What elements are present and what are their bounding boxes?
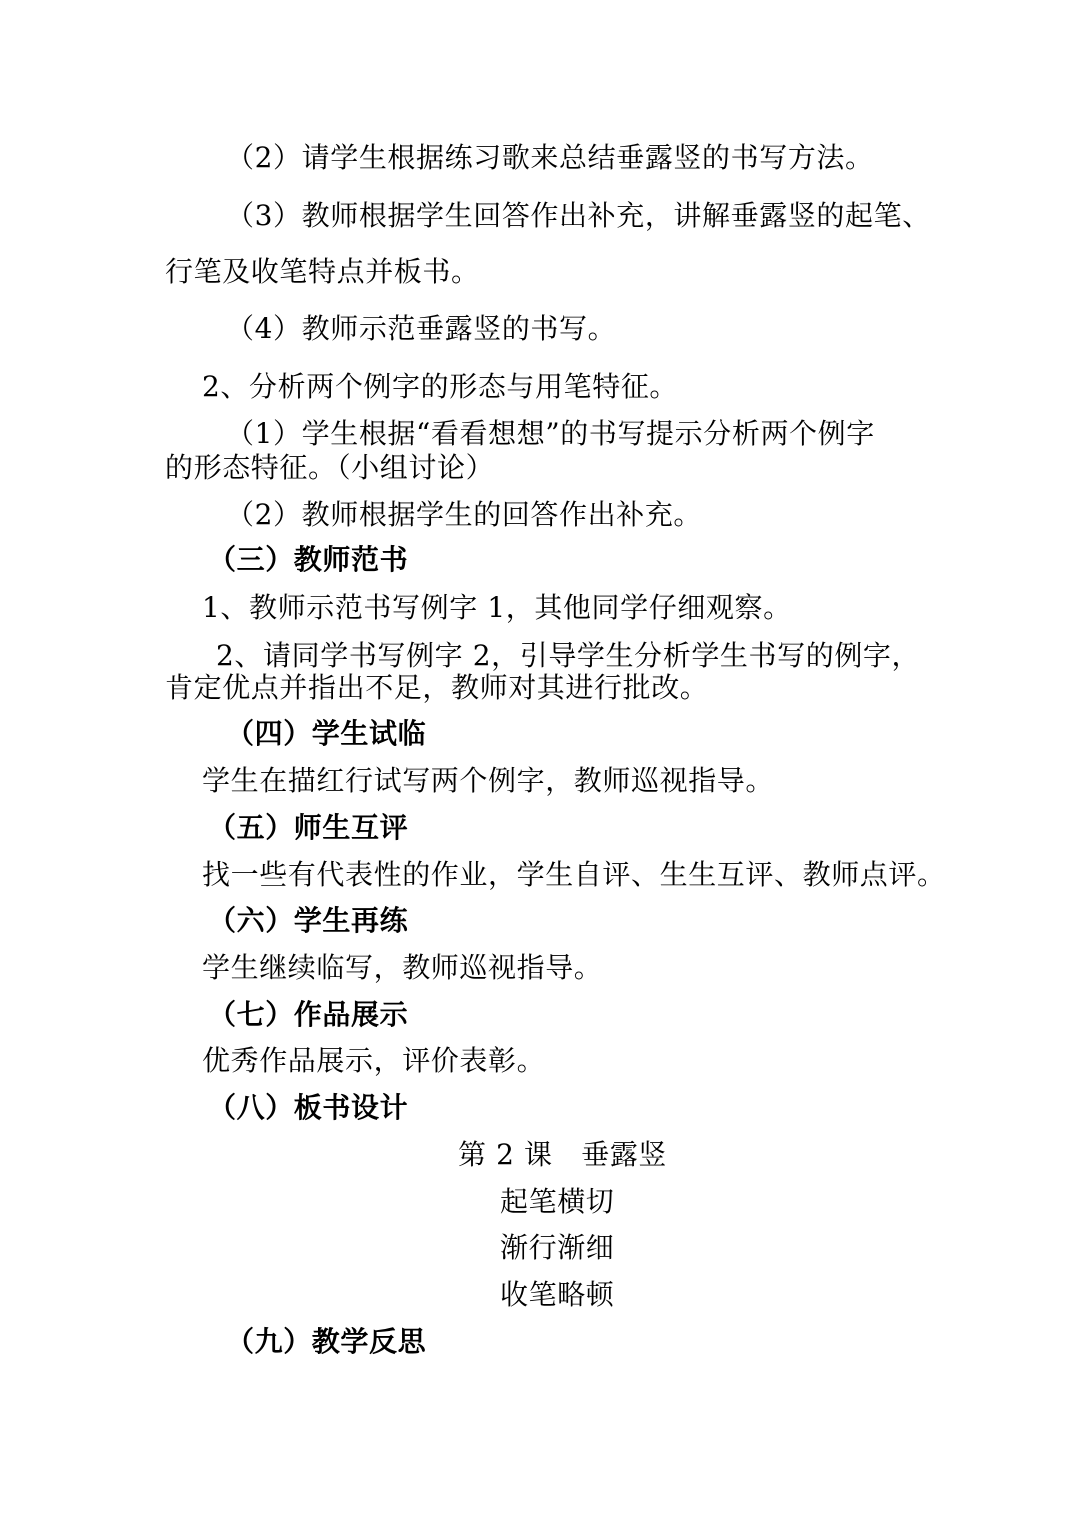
text-line: 优秀作品展示，评价表彰。 bbox=[202, 1044, 546, 1077]
text-line: （3）教师根据学生回答作出补充，讲解垂露竖的起笔、 bbox=[226, 199, 931, 232]
section-heading: （六）学生再练 bbox=[208, 904, 409, 937]
text-line: 2、分析两个例字的形态与用笔特征。 bbox=[202, 370, 679, 403]
board-line: 起笔横切 bbox=[500, 1185, 615, 1218]
text-line: 的形态特征。（小组讨论） bbox=[165, 451, 495, 484]
text-line: 行笔及收笔特点并板书。 bbox=[165, 255, 480, 288]
text-line: 1、教师示范书写例字 1，其他同学仔细观察。 bbox=[202, 591, 792, 624]
board-title: 第 2 课 垂露竖 bbox=[458, 1138, 668, 1171]
board-line: 收笔略顿 bbox=[500, 1278, 615, 1311]
text-line: 学生在描红行试写两个例字，教师巡视指导。 bbox=[202, 764, 775, 797]
text-line: （2）请学生根据练习歌来总结垂露竖的书写方法。 bbox=[226, 141, 874, 174]
text-line: 找一些有代表性的作业，学生自评、生生互评、教师点评。 bbox=[202, 858, 946, 891]
text-line: 学生继续临写，教师巡视指导。 bbox=[202, 951, 603, 984]
section-heading: （四）学生试临 bbox=[226, 717, 427, 750]
text-line: （1）学生根据“看看想想”的书写提示分析两个例字 bbox=[226, 417, 875, 450]
text-line: 肯定优点并指出不足，教师对其进行批改。 bbox=[165, 671, 709, 704]
text-line: 2、请同学书写例字 2，引导学生分析学生书写的例字， bbox=[216, 639, 921, 672]
section-heading: （八）板书设计 bbox=[208, 1091, 409, 1124]
section-heading: （三）教师范书 bbox=[208, 543, 409, 576]
board-line: 渐行渐细 bbox=[500, 1231, 615, 1264]
text-line: （2）教师根据学生的回答作出补充。 bbox=[226, 498, 703, 531]
section-heading: （七）作品展示 bbox=[208, 998, 409, 1031]
section-heading: （九）教学反思 bbox=[226, 1325, 427, 1358]
section-heading: （五）师生互评 bbox=[208, 811, 409, 844]
text-line: （4）教师示范垂露竖的书写。 bbox=[226, 312, 617, 345]
